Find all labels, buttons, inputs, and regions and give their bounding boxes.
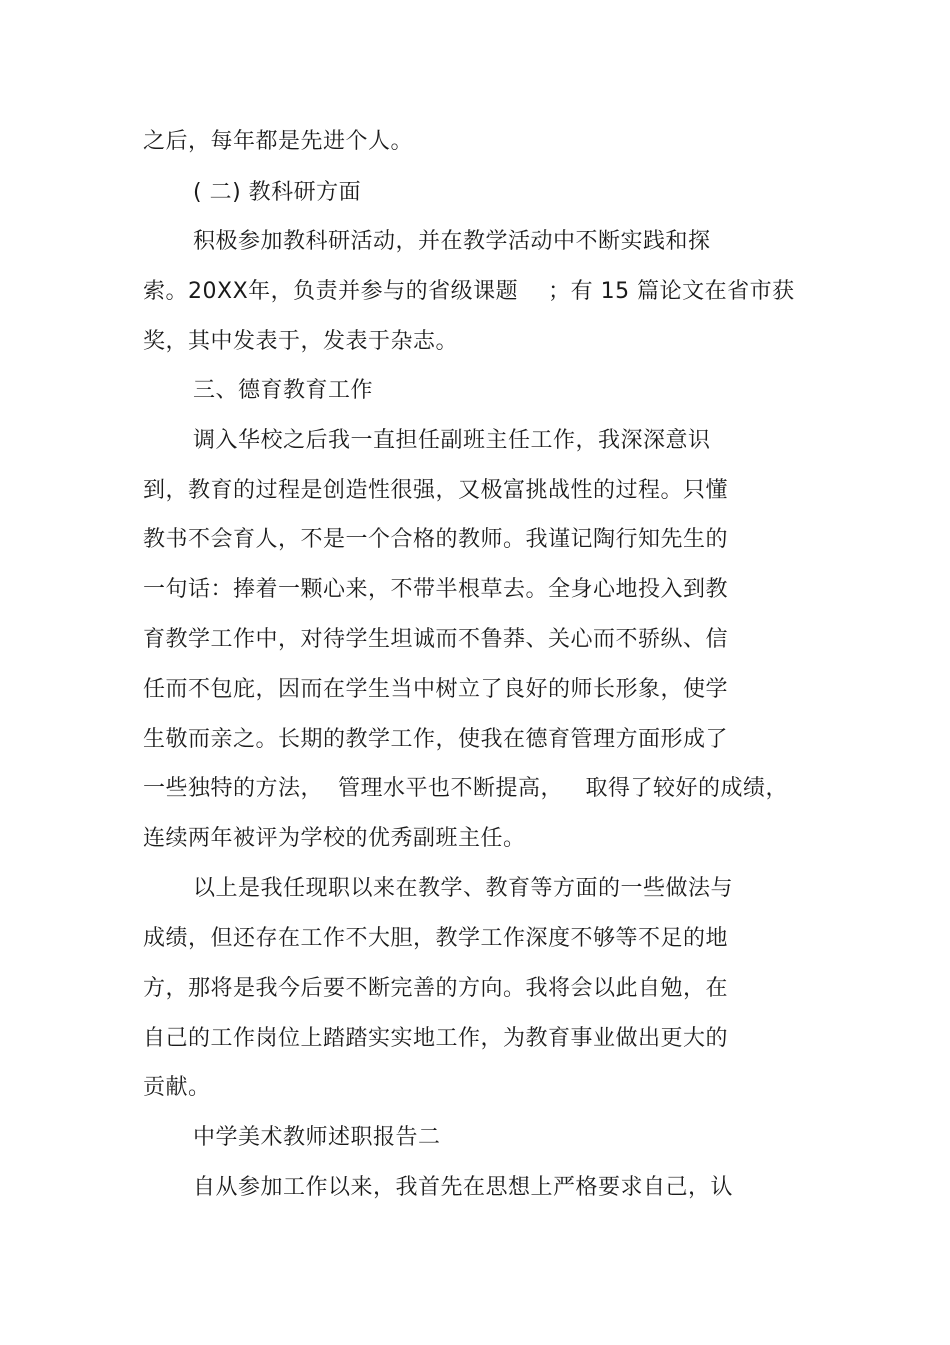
text-line: 自从参加工作以来，我首先在思想上严格要求自己，认 (193, 1175, 734, 1200)
section-heading: ( 二) 教科研方面 (193, 180, 362, 205)
text-line: 方，那将是我今后要不断完善的方向。我将会以此自勉，在 (143, 976, 729, 1001)
text-line: 连续两年被评为学校的优秀副班主任。 (143, 826, 526, 851)
text-line: 成绩，但还存在工作不大胆，教学工作深度不够等不足的地 (143, 926, 729, 951)
text-line: 到，教育的过程是创造性很强，又极富挑战性的过程。只懂 (143, 478, 729, 503)
text-line: 自己的工作岗位上踏踏实实地工作，为教育事业做出更大的 (143, 1026, 729, 1051)
text-line: 调入华校之后我一直担任副班主任工作，我深深意识 (193, 428, 711, 453)
text-line: 之后，每年都是先进个人。 (143, 129, 414, 154)
text-line: 任而不包庇，因而在学生当中树立了良好的师长形象，使学 (143, 677, 729, 702)
text-line: 教书不会育人，不是一个合格的教师。我谨记陶行知先生的 (143, 527, 729, 552)
text-line: 生敬而亲之。长期的教学工作，使我在德育管理方面形成了 (143, 727, 729, 752)
text-line: 育教学工作中，对待学生坦诚而不鲁莽、关心而不骄纵、信 (143, 627, 729, 652)
text-line: 索。20XX年，负责并参与的省级课题 ；有 15 篇论文在省市获 (143, 279, 795, 304)
section-heading: 三、德育教育工作 (193, 378, 374, 403)
text-line: 贡献。 (143, 1075, 211, 1100)
text-line: 奖，其中发表于，发表于杂志。 (143, 329, 459, 354)
text-line: 一些独特的方法， 管理水平也不断提高， 取得了较好的成绩， (143, 776, 788, 801)
text-line: 一句话：捧着一颗心来，不带半根草去。全身心地投入到教 (143, 577, 729, 602)
report-title: 中学美术教师述职报告二 (193, 1125, 441, 1150)
text-line: 以上是我任现职以来在教学、教育等方面的一些做法与 (193, 876, 734, 901)
text-line: 积极参加教科研活动，并在教学活动中不断实践和探 (193, 229, 711, 254)
